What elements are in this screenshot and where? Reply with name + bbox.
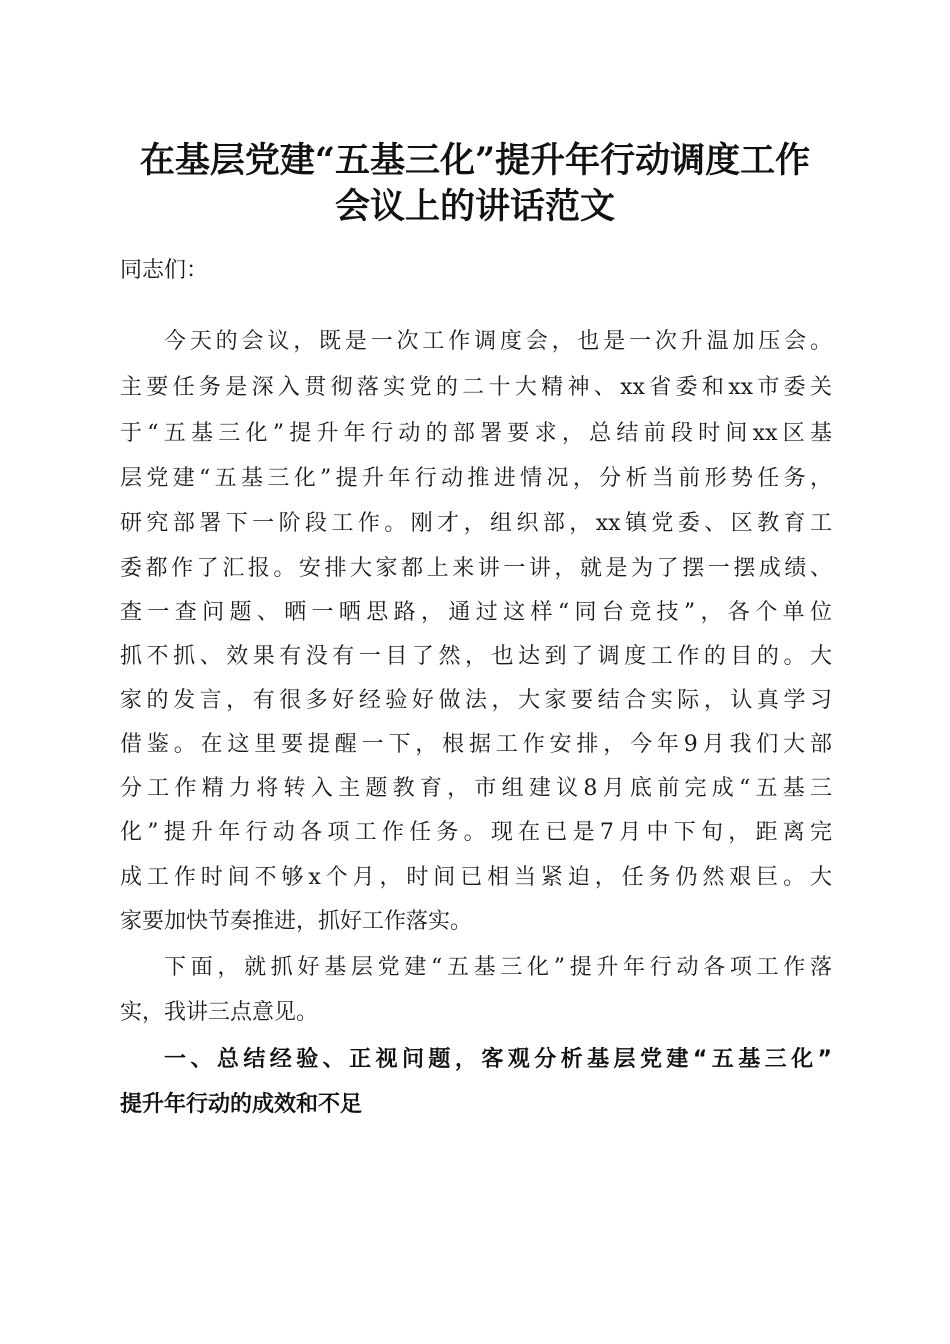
paragraph-1-line: 家要加快节奏推进，抓好工作落实。 <box>120 909 473 934</box>
paragraph-1-line: 层党建“五基三化”提升年行动推进情况，分析当前形势任务， <box>120 466 832 491</box>
paragraph-2-line: 下面，就抓好基层党建“五基三化”提升年行动各项工作落 <box>164 955 832 980</box>
paragraph-1-line: 委都作了汇报。安排大家都上来讲一讲，就是为了摆一摆成绩、 <box>120 556 832 581</box>
document-title-line-1: 在基层党建“五基三化”提升年行动调度工作 <box>139 140 811 181</box>
paragraph-1-line: 研究部署下一阶段工作。刚才，组织部，xx镇党委、区教育工 <box>120 511 832 536</box>
paragraph-1-line: 今天的会议，既是一次工作调度会，也是一次升温加压会。 <box>164 329 832 354</box>
paragraph-1-line: 化”提升年行动各项工作任务。现在已是7月中下旬，距离完 <box>120 820 832 845</box>
paragraph-1-line: 借鉴。在这里要提醒一下，根据工作安排，今年9月我们大部 <box>120 732 832 757</box>
paragraph-1-line: 于“五基三化”提升年行动的部署要求，总结前段时间xx区基 <box>120 421 832 446</box>
paragraph-1-line: 家的发言，有很多好经验好做法，大家要结合实际，认真学习 <box>120 688 832 713</box>
paragraph-1-line: 分工作精力将转入主题教育，市组建议8月底前完成“五基三 <box>120 776 832 801</box>
salutation: 同志们： <box>120 258 209 283</box>
section-heading-1-line: 提升年行动的成效和不足 <box>120 1092 363 1117</box>
paragraph-1-line: 查一查问题、晒一晒思路，通过这样“同台竞技”，各个单位 <box>120 600 832 625</box>
paragraph-1-line: 主要任务是深入贯彻落实党的二十大精神、xx省委和xx市委关 <box>120 375 832 400</box>
document-title-line-2: 会议上的讲话范文 <box>334 186 615 227</box>
section-heading-1-line: 一、总结经验、正视问题，客观分析基层党建“五基三化” <box>164 1047 832 1072</box>
paragraph-2-line: 实，我讲三点意见。 <box>120 1000 319 1025</box>
paragraph-1-line: 成工作时间不够x个月，时间已相当紧迫，任务仍然艰巨。大 <box>120 865 832 890</box>
paragraph-1-line: 抓不抓、效果有没有一目了然，也达到了调度工作的目的。大 <box>120 644 832 669</box>
